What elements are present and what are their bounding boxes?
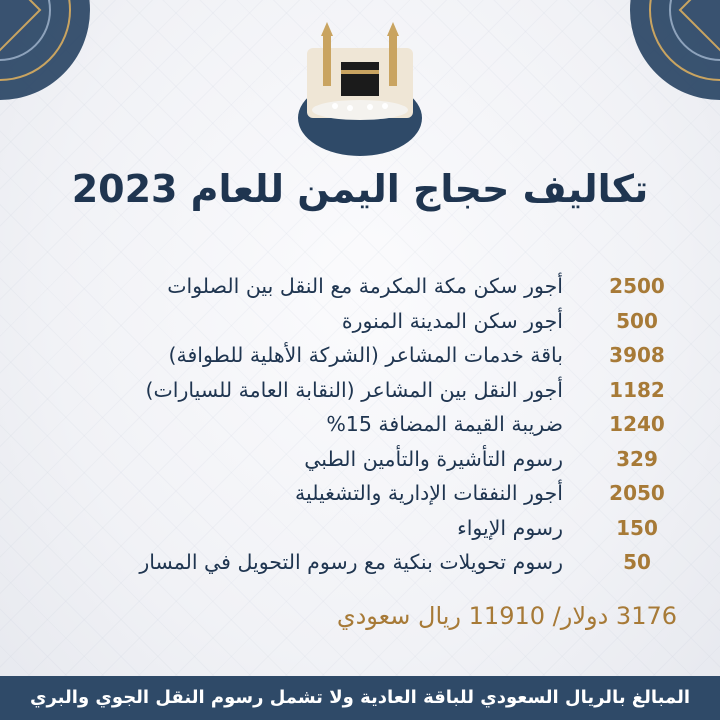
item-label: باقة خدمات المشاعر (الشركة الأهلية للطوافة) xyxy=(168,343,563,367)
kaaba-emblem-icon xyxy=(295,18,425,158)
item-label: ضريبة القيمة المضافة 15% xyxy=(326,412,563,436)
islamic-ornament-corner-icon xyxy=(620,0,720,130)
list-item xyxy=(0,512,720,547)
list-item xyxy=(0,339,720,374)
list-item xyxy=(0,408,720,443)
total-cost: 3176 دولار/ 11910 ريال سعودي xyxy=(336,602,677,630)
item-amount: 500 xyxy=(616,308,658,333)
list-item xyxy=(0,270,720,305)
cost-list xyxy=(0,270,720,581)
list-item xyxy=(0,546,720,581)
page-title: تكاليف حجاج اليمن للعام 2023 xyxy=(71,167,649,211)
list-item xyxy=(0,305,720,340)
item-amount: 2050 xyxy=(609,481,665,505)
item-amount: 3908 xyxy=(609,343,665,367)
item-amount: 50 xyxy=(623,550,651,574)
list-item xyxy=(0,374,720,409)
item-label: أجور سكن مكة المكرمة مع النقل بين الصلوات xyxy=(167,274,563,298)
item-amount: 150 xyxy=(616,515,658,540)
item-label: أجور النفقات الإدارية والتشغيلية xyxy=(295,481,563,505)
item-label: أجور سكن المدينة المنورة xyxy=(341,308,563,333)
item-amount: 1240 xyxy=(609,412,665,436)
islamic-ornament-corner-icon xyxy=(0,0,100,130)
list-item xyxy=(0,477,720,512)
item-label: رسوم تحويلات بنكية مع رسوم التحويل في المسار xyxy=(139,550,563,574)
footer-note: المبالغ بالريال السعودي للباقة العادية ولا تشمل رسوم النقل الجوي والبري xyxy=(0,676,720,720)
item-label: أجور النقل بين المشاعر (النقابة العامة للسيارات) xyxy=(145,377,563,402)
item-label: رسوم التأشيرة والتأمين الطبي xyxy=(304,446,563,471)
item-amount: 2500 xyxy=(609,274,665,298)
list-item xyxy=(0,443,720,478)
item-label: رسوم الإيواء xyxy=(457,515,563,540)
item-amount: 329 xyxy=(616,446,658,471)
item-amount: 1182 xyxy=(609,377,665,402)
